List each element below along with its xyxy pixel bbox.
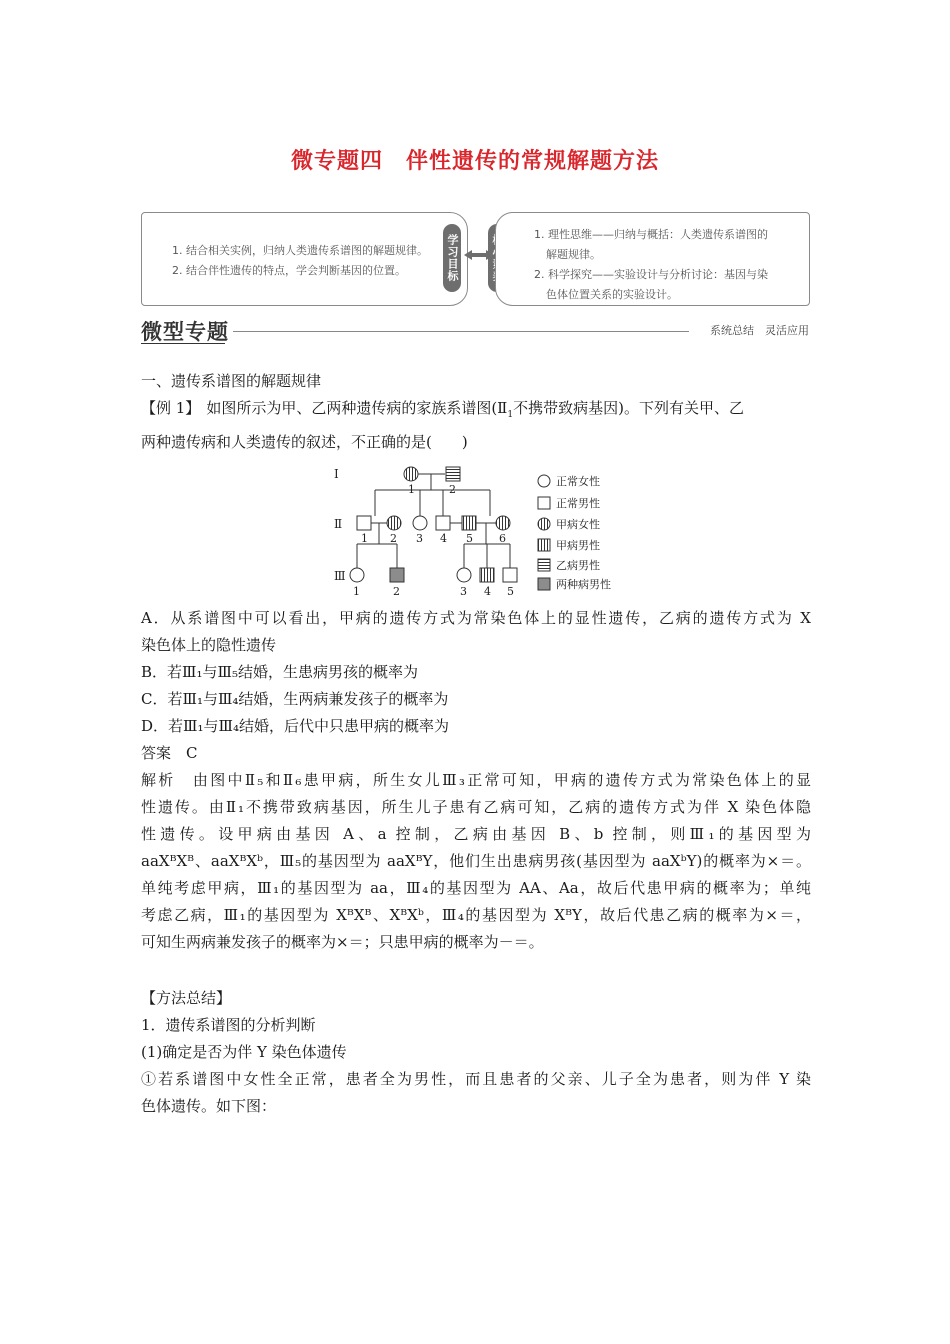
affected-male-a-icon [480,568,494,582]
affected-female-a-icon [538,518,550,530]
question-block [141,368,811,456]
analysis-line: 单纯考虑甲病，Ⅲ₁的基因型为 aa，Ⅲ₄的基因型为 AA、Aa，故后代患甲病的概率为；单纯 [141,879,811,897]
normal-female-icon [350,568,364,582]
method-title: 【方法总结】 [141,989,232,1007]
normal-male-icon [436,516,450,530]
individual-number: 2 [449,483,456,496]
legend-label: 正常男性 [556,497,600,510]
section-divider [233,331,689,332]
answer: 答案 C [141,744,198,762]
legend-label: 正常女性 [556,475,600,488]
individual-number: 4 [440,532,447,545]
individual-number: 4 [484,585,491,598]
learning-objectives-box [141,212,468,306]
normal-female-icon [413,516,427,530]
analysis-line: 考虑乙病，Ⅲ₁的基因型为 XᴮXᴮ、XᴮXᵇ，Ⅲ₄的基因型为 XᴮY，故后代患乙病的概率为×＝， [141,906,811,924]
individual-number: 5 [466,532,473,545]
page-title: 微专题四 伴性遗传的常规解题方法 [290,149,659,174]
legend-label: 甲病女性 [556,518,600,531]
legend-label: 甲病男性 [556,539,600,552]
individual-number: 6 [499,532,506,545]
example-label: 【例 1】 [141,399,201,417]
analysis-line: 可知生两病兼发孩子的概率为×＝；只患甲病的概率为－＝。 [141,933,544,951]
section-header [141,316,809,346]
both-disease-male-icon [390,568,404,582]
option-c: C．若Ⅲ₁与Ⅲ₄结婚，生两病兼发孩子的概率为 [141,690,449,708]
literacy-item: 1. 理性思维——归纳与概括：人类遗传系谱图的 [534,228,768,241]
normal-male-icon [503,568,517,582]
section-underline [141,343,225,344]
example-stem: 【例 1】 如图所示为甲、乙两种遗传病的家族系谱图($Ⅱ_1$不携带致病基因)。下列有关甲、乙 [141,399,744,420]
analysis-line: 解析 由图中Ⅱ₅和Ⅱ₆患甲病，所生女儿Ⅲ₃正常可知，甲病的遗传方式为常染色体上的显 [141,771,811,789]
learning-objectives-tag: 学习目标 [443,224,461,292]
affected-female-a-icon [496,516,510,530]
legend-label: 两种病男性 [556,578,611,591]
option-d: D．若Ⅲ₁与Ⅲ₄结婚，后代中只患甲病的概率为 [141,717,449,735]
affected-female-a-icon [387,516,401,530]
option-a: A．从系谱图中可以看出，甲病的遗传方式为常染色体上的显性遗传，乙病的遗传方式为 X [141,609,811,627]
affected-male-b-icon [538,559,550,571]
heading: 一、遗传系谱图的解题规律 [141,372,322,390]
option-b: B．若Ⅲ₁与Ⅲ₅结婚，生患病男孩的概率为 [141,663,418,681]
pedigree-legend [538,474,611,591]
individual-number: 1 [361,532,368,545]
individual-number: 1 [408,483,415,496]
individual-number: 5 [507,585,514,598]
affected-male-b-icon [446,467,460,481]
normal-female-icon [457,568,471,582]
analysis-line: 性遗传。由Ⅱ₁不携带致病基因，所生儿子患有乙病可知，乙病的遗传方式为伴 X 染色体隐 [141,798,811,816]
objective-item: 2. 结合伴性遗传的特点，学会判断基因的位置。 [172,264,406,277]
section-label: 微型专题 [141,320,229,344]
generation-label: Ⅰ [334,467,339,481]
generation-label: Ⅲ [334,569,346,583]
option-a-cont: 染色体上的隐性遗传 [141,636,277,654]
literacy-item: 解题规律。 [546,248,601,261]
literacy-item: 色体位置关系的实验设计。 [546,288,678,301]
options-block [141,605,811,956]
individual-number: 2 [390,532,397,545]
normal-male-icon [357,516,371,530]
individual-number: 1 [353,585,360,598]
method-subheading: (1)确定是否为伴 Y 染色体遗传 [141,1043,347,1061]
affected-female-a-icon [404,467,418,481]
analysis-line: aaXᴮXᴮ、aaXᴮXᵇ，Ⅲ₅的基因型为 aaXᴮY，他们生出患病男孩(基因型为 aaXᵇY)的概率为×＝。 [141,852,811,870]
section-tag: 系统总结 灵活应用 [710,324,809,337]
literacy-item: 2. 科学探究——实验设计与分析讨论：基因与染 [534,268,768,281]
individual-number: 3 [416,532,423,545]
individual-number: 2 [393,585,400,598]
analysis-line: 性遗传。设甲病由基因 A、a 控制，乙病由基因 B、b 控制，则Ⅲ₁的基因型为 [141,825,811,843]
normal-male-icon [538,497,550,509]
method-paragraph: 色体遗传。如下图： [141,1097,277,1115]
method-heading: 1．遗传系谱图的分析判断 [141,1016,316,1034]
both-disease-male-icon [538,578,550,590]
normal-female-icon [538,475,550,487]
pedigree-diagram [330,462,630,600]
core-literacy-box [495,212,810,306]
affected-male-a-icon [538,539,550,551]
method-paragraph: ①若系谱图中女性全正常，患者全为男性，而且患者的父亲、儿子全为患者，则为伴 Y 染 [141,1070,811,1088]
affected-male-a-icon [462,516,476,530]
legend-label: 乙病男性 [556,559,600,572]
individual-number: 3 [460,585,467,598]
generation-label: Ⅱ [334,517,343,531]
method-summary [141,985,811,1120]
objective-item: 1. 结合相关实例，归纳人类遗传系谱图的解题规律。 [172,244,428,257]
example-stem-line2: 两种遗传病和人类遗传的叙述，不正确的是( ) [141,433,468,451]
